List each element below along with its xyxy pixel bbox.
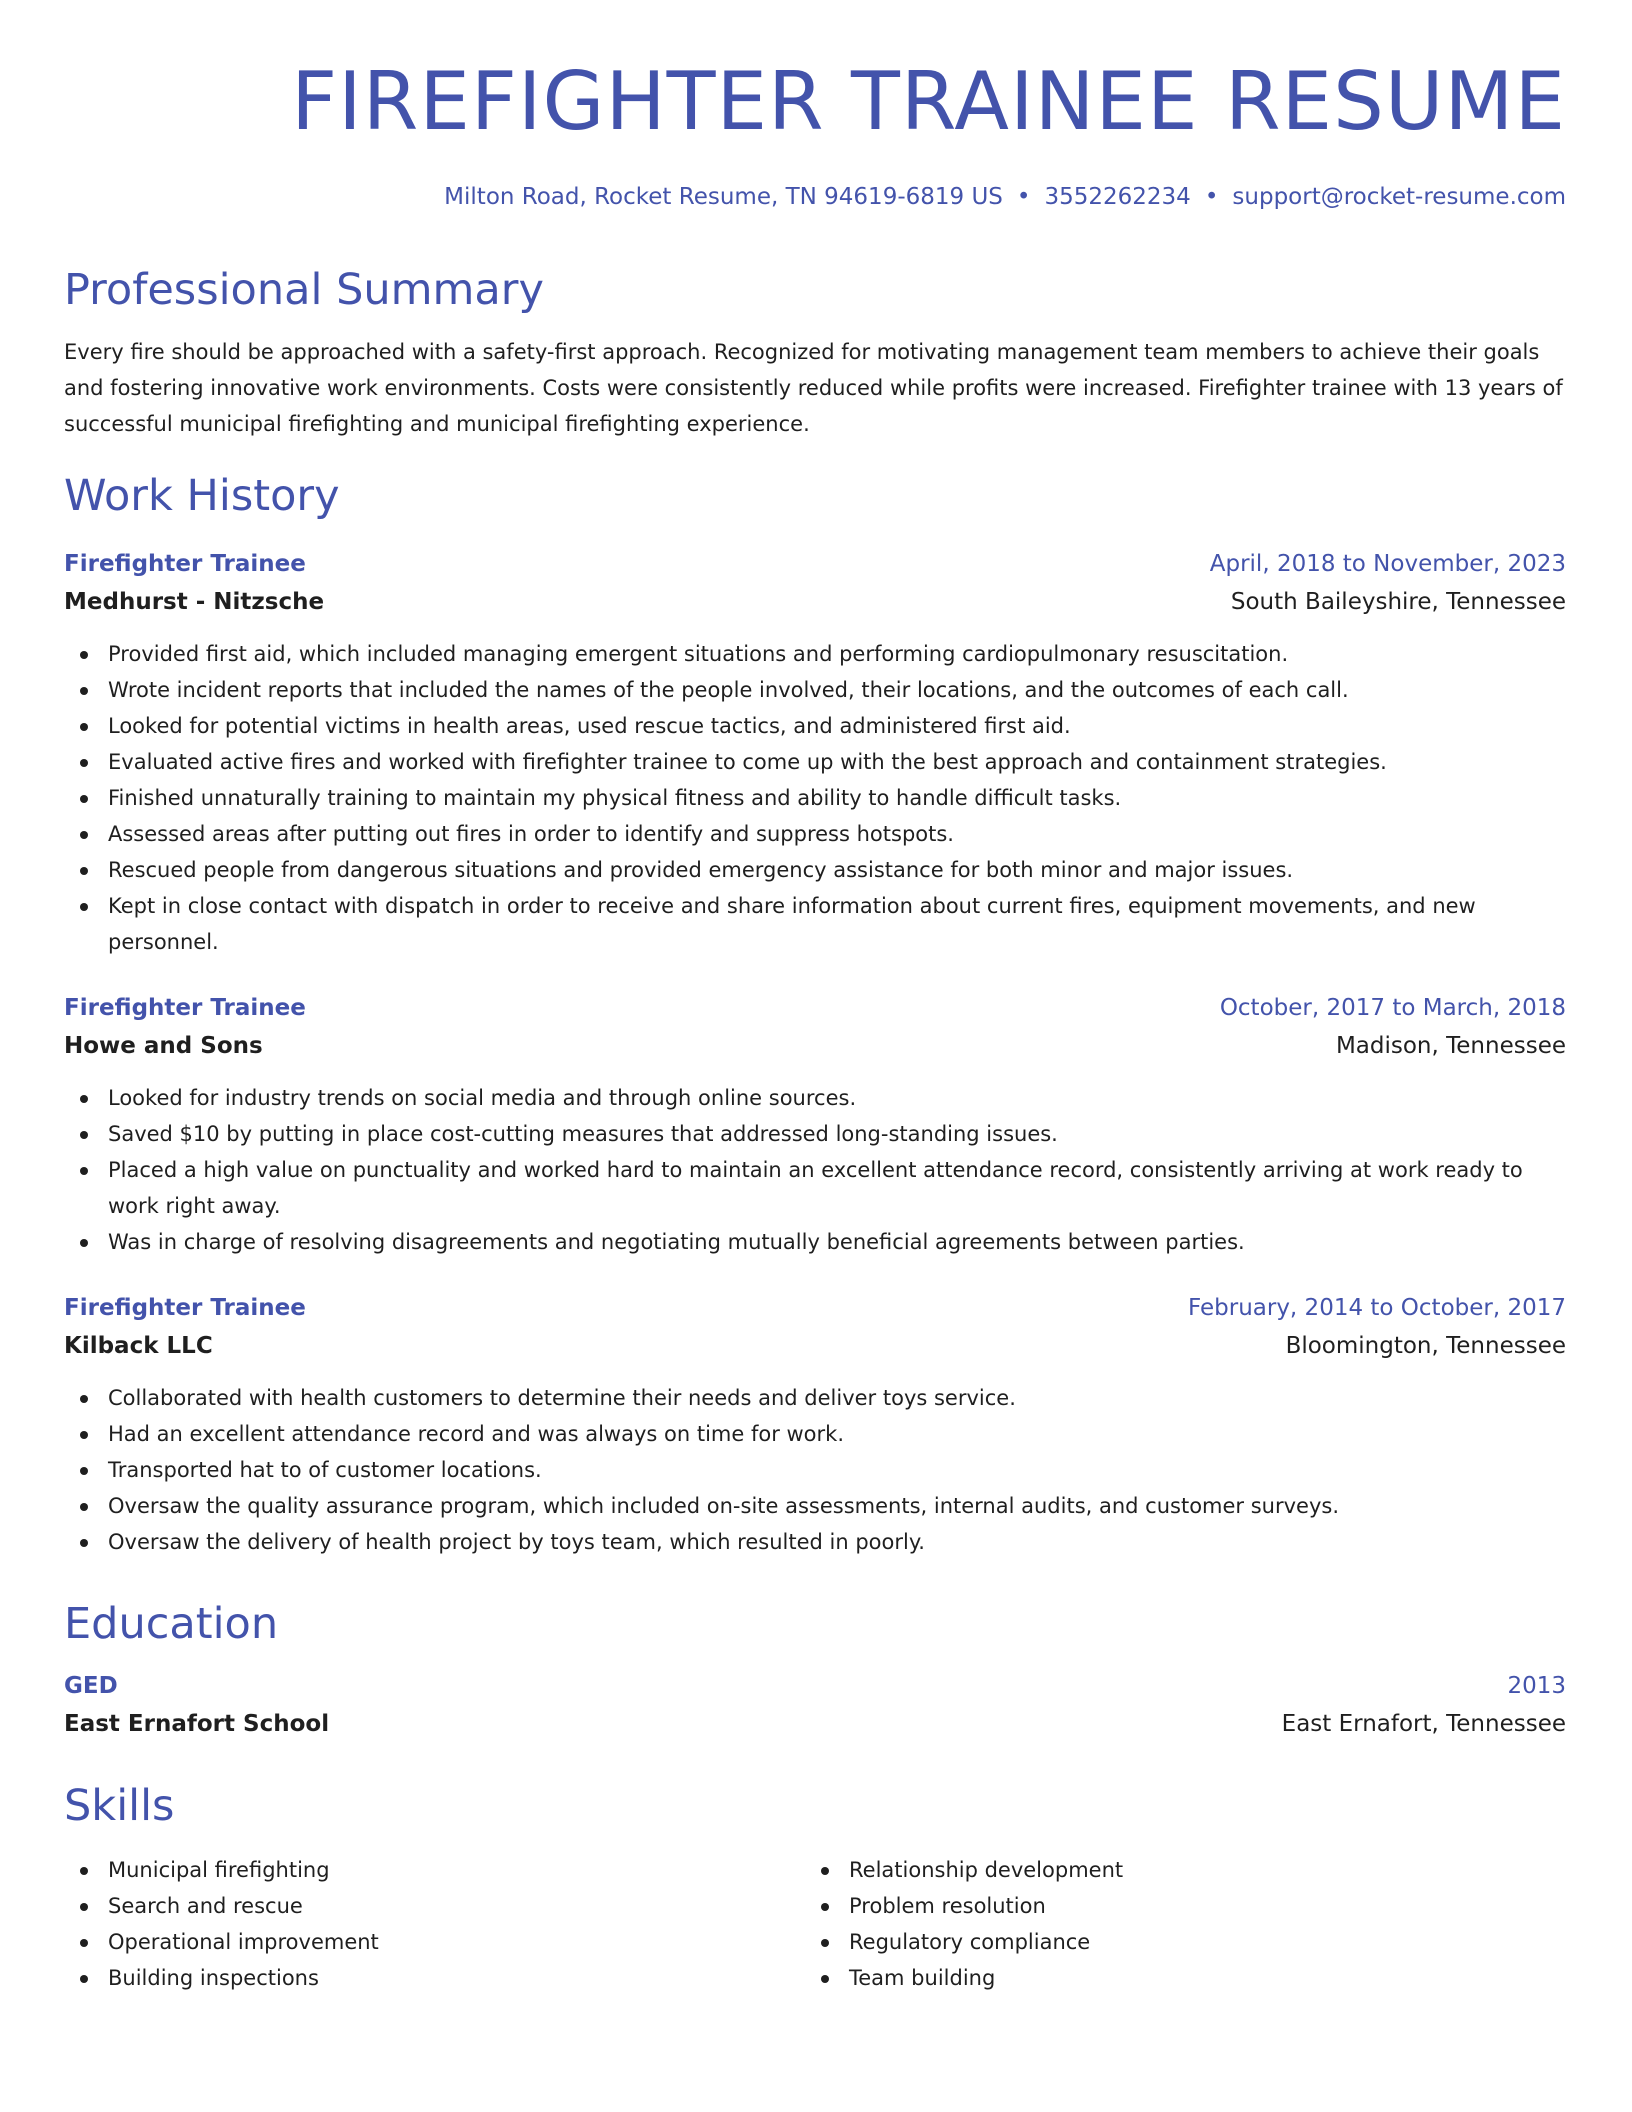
list-item: Saved $10 by putting in place cost-cutting measures that addressed long-standing issues. — [64, 1116, 1566, 1152]
job-title: Firefighter Trainee — [64, 551, 306, 577]
job-location: South Baileyshire, Tennessee — [1230, 589, 1566, 615]
job-bullets — [64, 1080, 1566, 1260]
skill-item: Team building — [805, 1960, 1546, 1996]
section-heading-skills: Skills — [64, 1781, 175, 1831]
skill-item: Search and rescue — [64, 1888, 805, 1924]
professional-summary-section — [64, 262, 1566, 442]
education-section — [64, 1596, 1566, 1744]
contact-separator: • — [1204, 184, 1219, 210]
education-year: 2013 — [1507, 1673, 1566, 1699]
job-entry — [64, 1290, 1566, 1560]
list-item: Kept in close contact with dispatch in order to receive and share information about current fires, equipment movements, and new personnel. — [64, 888, 1566, 960]
job-location: Bloomington, Tennessee — [1285, 1333, 1566, 1359]
list-item: Transported hat to of customer locations. — [64, 1452, 1566, 1488]
contact-line — [64, 180, 1566, 214]
company-name: Medhurst - Nitzsche — [64, 589, 325, 615]
list-item: Provided first aid, which included managing emergent situations and performing cardiopulmonary resuscitation. — [64, 636, 1566, 672]
education-school: East Ernafort School — [64, 1711, 330, 1737]
section-heading-work: Work History — [64, 471, 340, 521]
contact-phone: 3552262234 — [1044, 184, 1191, 210]
skills-list-right — [805, 1852, 1546, 1996]
section-heading-summary: Professional Summary — [64, 265, 544, 315]
contact-email: support@rocket-resume.com — [1232, 184, 1566, 210]
job-entry — [64, 990, 1566, 1260]
skill-item: Operational improvement — [64, 1924, 805, 1960]
skills-section — [64, 1778, 1566, 1996]
skill-item: Relationship development — [805, 1852, 1546, 1888]
work-history-section — [64, 468, 1566, 1560]
job-dates: February, 2014 to October, 2017 — [1188, 1295, 1566, 1321]
list-item: Evaluated active fires and worked with firefighter trainee to come up with the best approach and containment strategies. — [64, 744, 1566, 780]
job-dates: April, 2018 to November, 2023 — [1209, 551, 1566, 577]
list-item: Rescued people from dangerous situations and provided emergency assistance for both minor and major issues. — [64, 852, 1566, 888]
list-item: Was in charge of resolving disagreements and negotiating mutually beneficial agreements between parties. — [64, 1224, 1566, 1260]
resume-title: FIREFIGHTER TRAINEE RESUME — [291, 55, 1566, 148]
skills-grid — [64, 1852, 1566, 1996]
skill-item: Problem resolution — [805, 1888, 1546, 1924]
list-item: Finished unnaturally training to maintain my physical fitness and ability to handle difficult tasks. — [64, 780, 1566, 816]
list-item: Placed a high value on punctuality and worked hard to maintain an excellent attendance record, consistently arriving at work ready to work right away. — [64, 1152, 1566, 1224]
list-item: Wrote incident reports that included the names of the people involved, their locations, and the outcomes of each call. — [64, 672, 1566, 708]
job-title: Firefighter Trainee — [64, 1295, 306, 1321]
skills-list-left — [64, 1852, 805, 1996]
contact-separator: • — [1016, 184, 1031, 210]
company-name: Kilback LLC — [64, 1333, 213, 1359]
company-name: Howe and Sons — [64, 1033, 263, 1059]
job-dates: October, 2017 to March, 2018 — [1219, 995, 1566, 1021]
skill-item: Regulatory compliance — [805, 1924, 1546, 1960]
list-item: Looked for industry trends on social media and through online sources. — [64, 1080, 1566, 1116]
job-bullets — [64, 636, 1566, 960]
list-item: Oversaw the delivery of health project by toys team, which resulted in poorly. — [64, 1524, 1566, 1560]
section-heading-education: Education — [64, 1599, 279, 1649]
list-item: Oversaw the quality assurance program, which included on-site assessments, internal audits, and customer surveys. — [64, 1488, 1566, 1524]
skill-item: Municipal firefighting — [64, 1852, 805, 1888]
education-degree: GED — [64, 1673, 118, 1699]
list-item: Had an excellent attendance record and was always on time for work. — [64, 1416, 1566, 1452]
list-item: Assessed areas after putting out fires in order to identify and suppress hotspots. — [64, 816, 1566, 852]
list-item: Looked for potential victims in health areas, used rescue tactics, and administered first aid. — [64, 708, 1566, 744]
contact-address: Milton Road, Rocket Resume, TN 94619-6819 US — [444, 184, 1003, 210]
job-entry — [64, 546, 1566, 960]
job-bullets — [64, 1380, 1566, 1560]
list-item: Collaborated with health customers to determine their needs and deliver toys service. — [64, 1380, 1566, 1416]
skill-item: Building inspections — [64, 1960, 805, 1996]
job-location: Madison, Tennessee — [1335, 1033, 1566, 1059]
resume-page — [64, 0, 1566, 1990]
summary-text: Every fire should be approached with a safety-first approach. Recognized for motivating management team members to achieve their goals and fostering innovative work environments. Costs were consistently reduced while profits were increased. Firefighter trainee with 13 years of successful municipal firefighting and municipal firefighting experience. — [64, 340, 1563, 436]
job-title: Firefighter Trainee — [64, 995, 306, 1021]
education-location: East Ernafort, Tennessee — [1281, 1711, 1566, 1737]
